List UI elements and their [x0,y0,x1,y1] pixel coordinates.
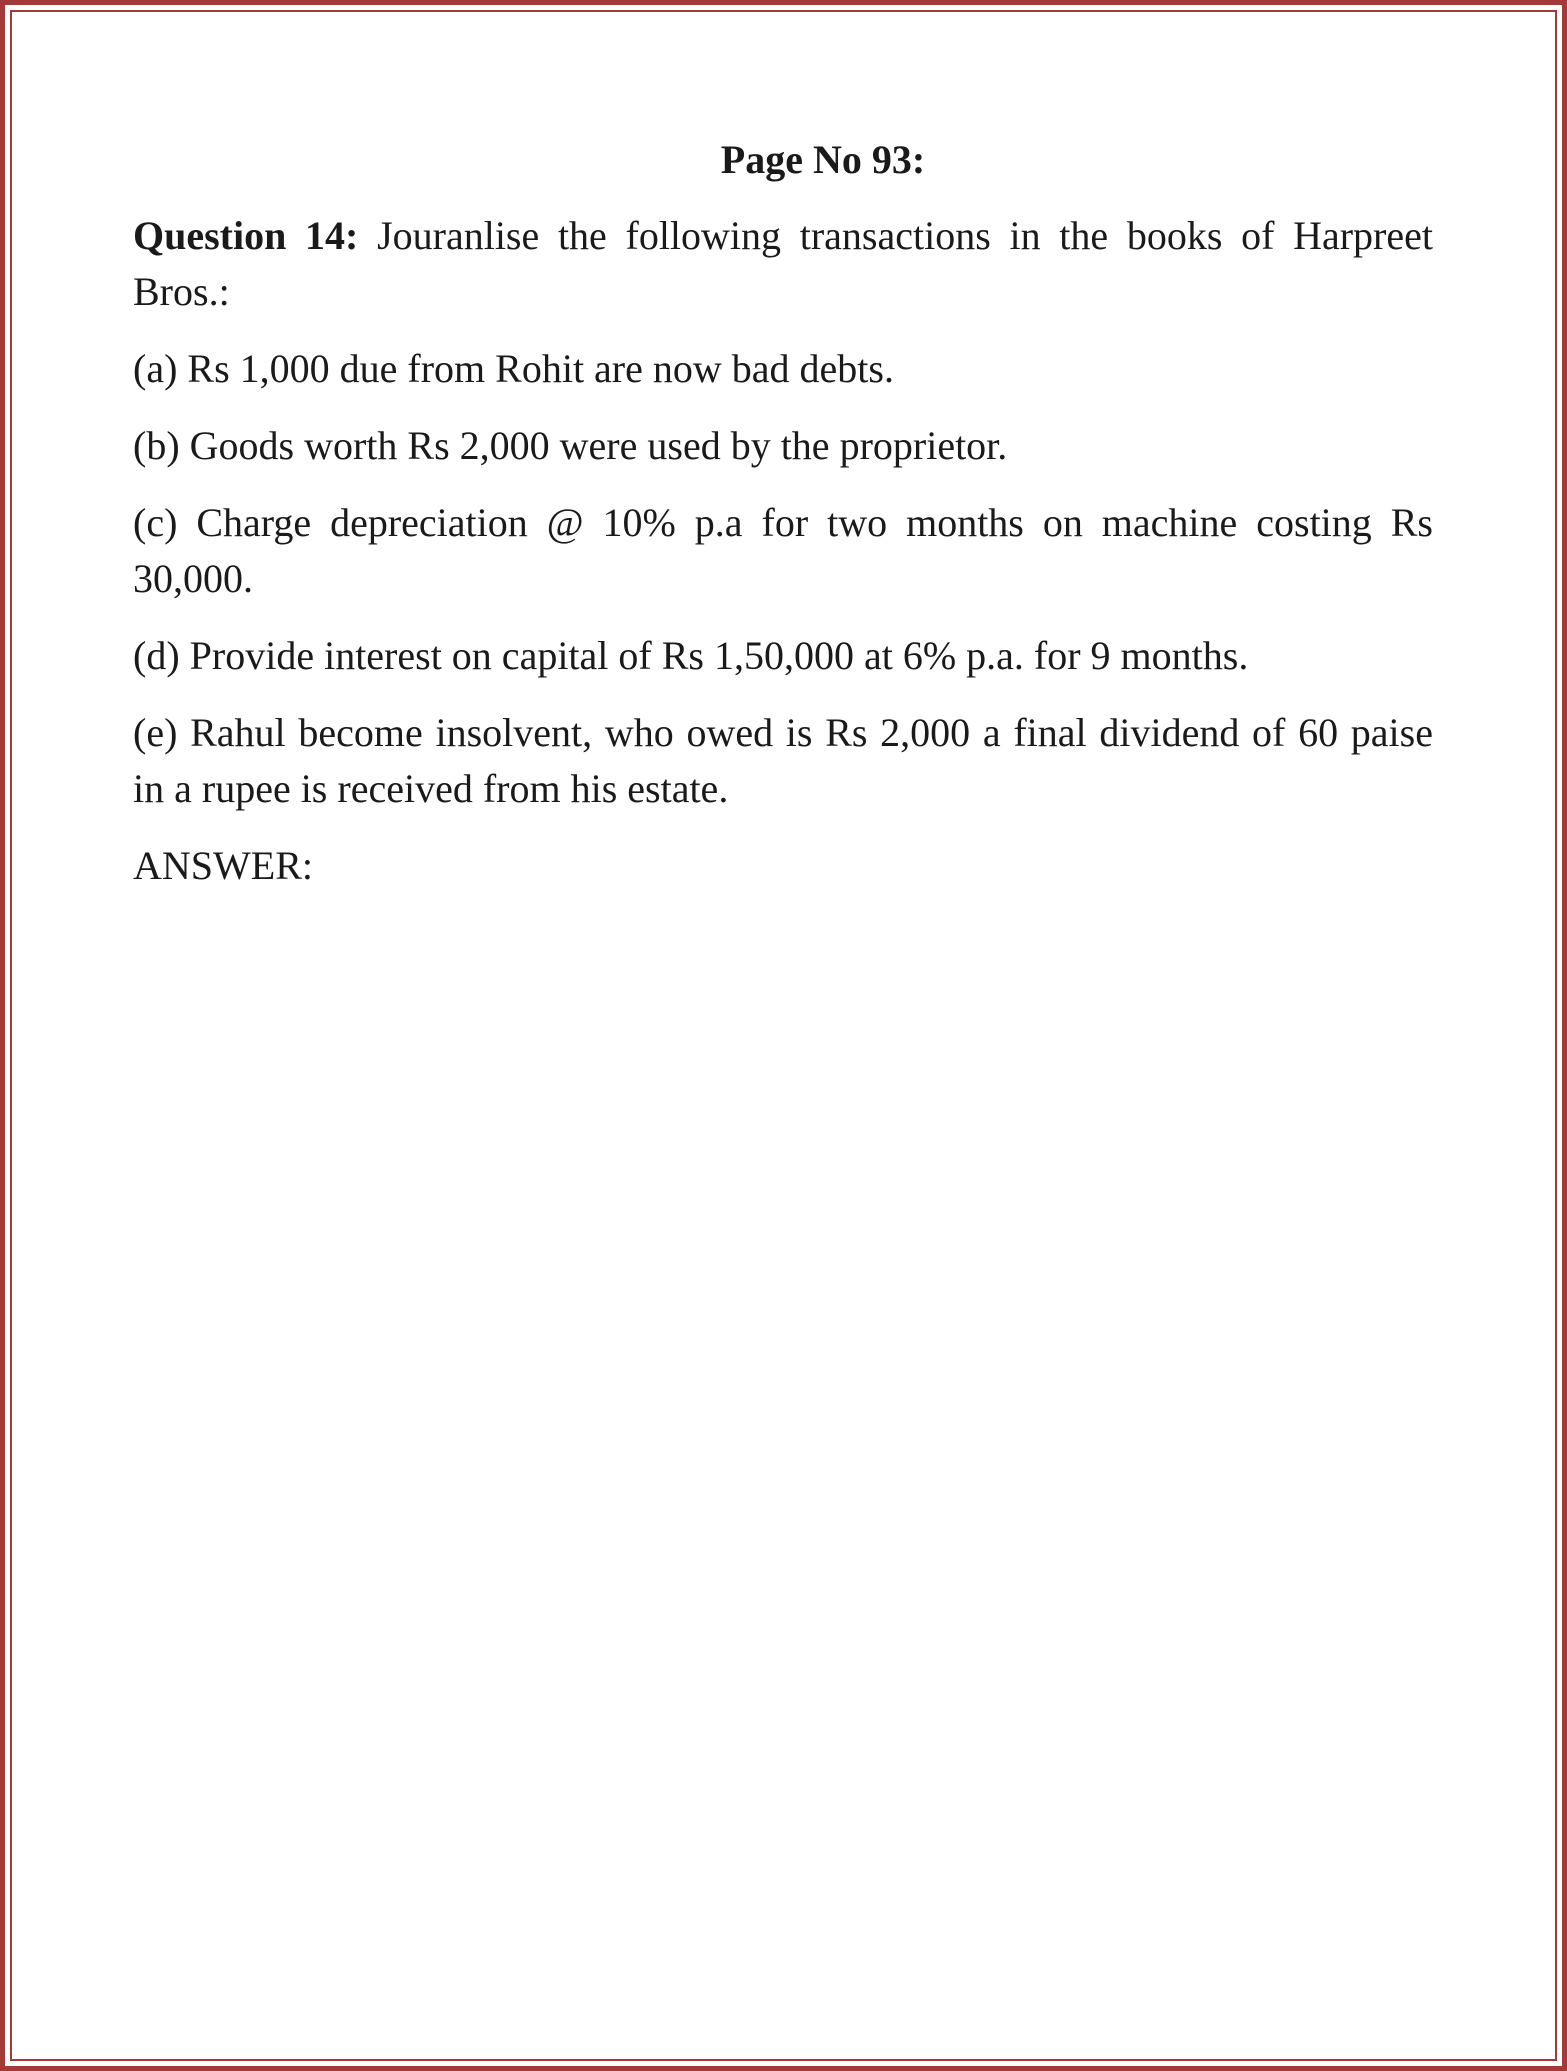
answer-label: ANSWER: [133,843,313,888]
question-label: Question 14: [133,213,359,258]
item-a: (a) Rs 1,000 due from Rohit are now bad debts. [133,346,894,391]
item-d: (d) Provide interest on capital of Rs 1,50,000 at 6% p.a. for 9 months. [133,633,1249,678]
item-e: (e) Rahul become insolvent, who owed is Rs 2,000 a final dividend of 60 paise in a rupee is received from his estate. [133,710,1433,811]
page-title: Page No 93: [720,137,926,182]
item-b: (b) Goods worth Rs 2,000 were used by the proprietor. [133,423,1008,468]
question-paragraph [133,208,1433,320]
question-text: Jouranlise the following transactions in the books of Harpreet Bros.: [133,213,1433,314]
document-content [133,132,1433,915]
item-c: (c) Charge depreciation @ 10% p.a for two months on machine costing Rs 30,000. [133,500,1433,601]
